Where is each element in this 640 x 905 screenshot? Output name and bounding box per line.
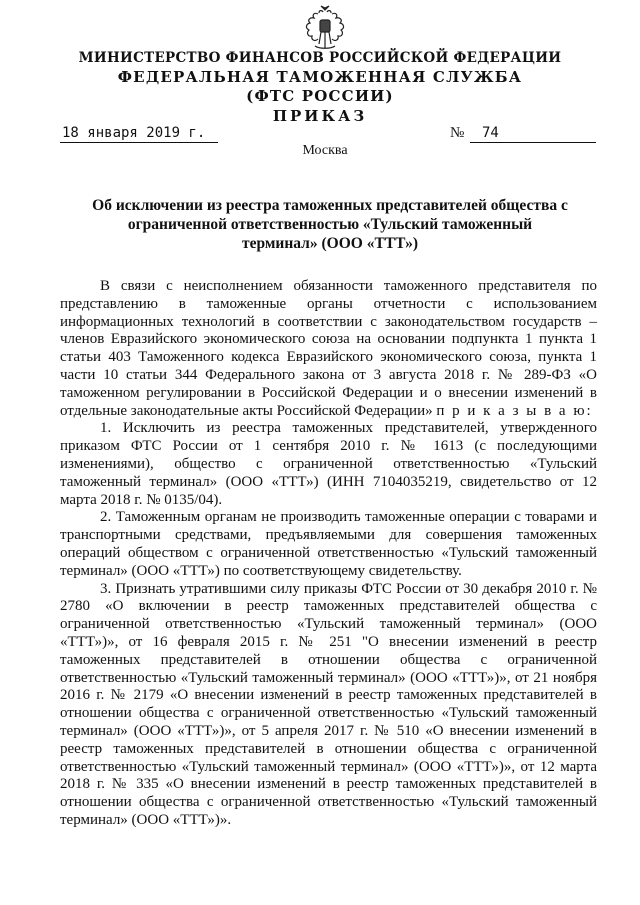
service-abbr-heading: (ФТС РОССИИ) — [246, 87, 394, 105]
order-city: Москва — [302, 143, 348, 158]
preamble-text: В связи с неисполнением обязанности таможенного представителя по представлению в таможенные органы отчетности с использованием информационных технологий в соответствии с законодательством государств – членов Евразийского экономического союза на основании подпункта 1 пункта 1 статьи 403 Таможенного кодекса Евразийского экономического союза, пункта 1 части 10 статьи 344 Федерального закона от 3 августа 2018 г. № 289-ФЗ «О таможенном регулировании в Российской Федерации и о внесении изменений в отдельные законодательные акты Российской Федерации» — [60, 278, 597, 419]
order-number-label: № — [450, 125, 465, 141]
item-1-paragraph: 1. Исключить из реестра таможенных представителей, утвержденного приказом ФТС России от 1 сентября 2010 г. № 1613 (с последующими изменениями), общество с ограниченной ответственностью «Тульский таможенный терминал» (ООО «ТТТ») (ИНН 7104035219, свидетельство от 12 марта 2018 г. № 0135/04). — [60, 420, 597, 508]
coat-of-arms-emblem — [302, 4, 348, 52]
order-body — [60, 278, 597, 830]
doc-type-heading: ПРИКАЗ — [272, 107, 368, 125]
item-2-paragraph: 2. Таможенным органам не производить таможенные операции с товарами и транспортными средствами, предъявляемыми для совершения таможенных операций обществом с ограниченной ответственностью «Тульский таможенный терминал» (ООО «ТТТ») по соответствующему свидетельству. — [60, 509, 597, 579]
order-date: 18 января 2019 г. — [60, 124, 218, 143]
preamble-paragraph — [60, 278, 597, 420]
order-title: Об исключении из реестра таможенных представителей общества с ограниченной ответственностью «Тульский таможенный терминал» (ООО «ТТТ») — [92, 197, 568, 252]
order-number: 74 — [470, 124, 596, 143]
service-heading: ФЕДЕРАЛЬНАЯ ТАМОЖЕННАЯ СЛУЖБА — [117, 68, 523, 86]
order-word: п р и к а з ы в а ю: — [436, 402, 593, 419]
item-3-paragraph: 3. Признать утратившими силу приказы ФТС России от 30 декабря 2010 г. № 2780 «О включении в реестр таможенных представителей общества с ограниченной ответственностью «Тульский таможенный терминал» (ООО «ТТТ»)», от 16 февраля 2015 г. № 251 "О внесении изменений в реестр таможенных представителей в отношении общества с ограниченной ответственностью «Тульский таможенный терминал» (ООО «ТТТ»)», от 21 ноября 2016 г. № 2179 «О внесении изменений в реестр таможенных представителей в отношении общества с ограниченной ответственностью «Тульский таможенный терминал» (ООО «ТТТ»)», от 5 апреля 2017 г. № 510 «О внесении изменений в реестр таможенных представителей в отношении общества с ограниченной ответственностью «Тульский таможенный терминал» (ООО «ТТТ»)», от 12 марта 2018 г. № 335 «О внесении изменений в реестр таможенных представителей в отношении общества с ограниченной ответственностью «Тульский таможенный терминал» (ООО «ТТТ»)». — [60, 580, 597, 828]
ministry-heading: МИНИСТЕРСТВО ФИНАНСОВ РОССИЙСКОЙ ФЕДЕРАЦИИ — [78, 50, 562, 66]
